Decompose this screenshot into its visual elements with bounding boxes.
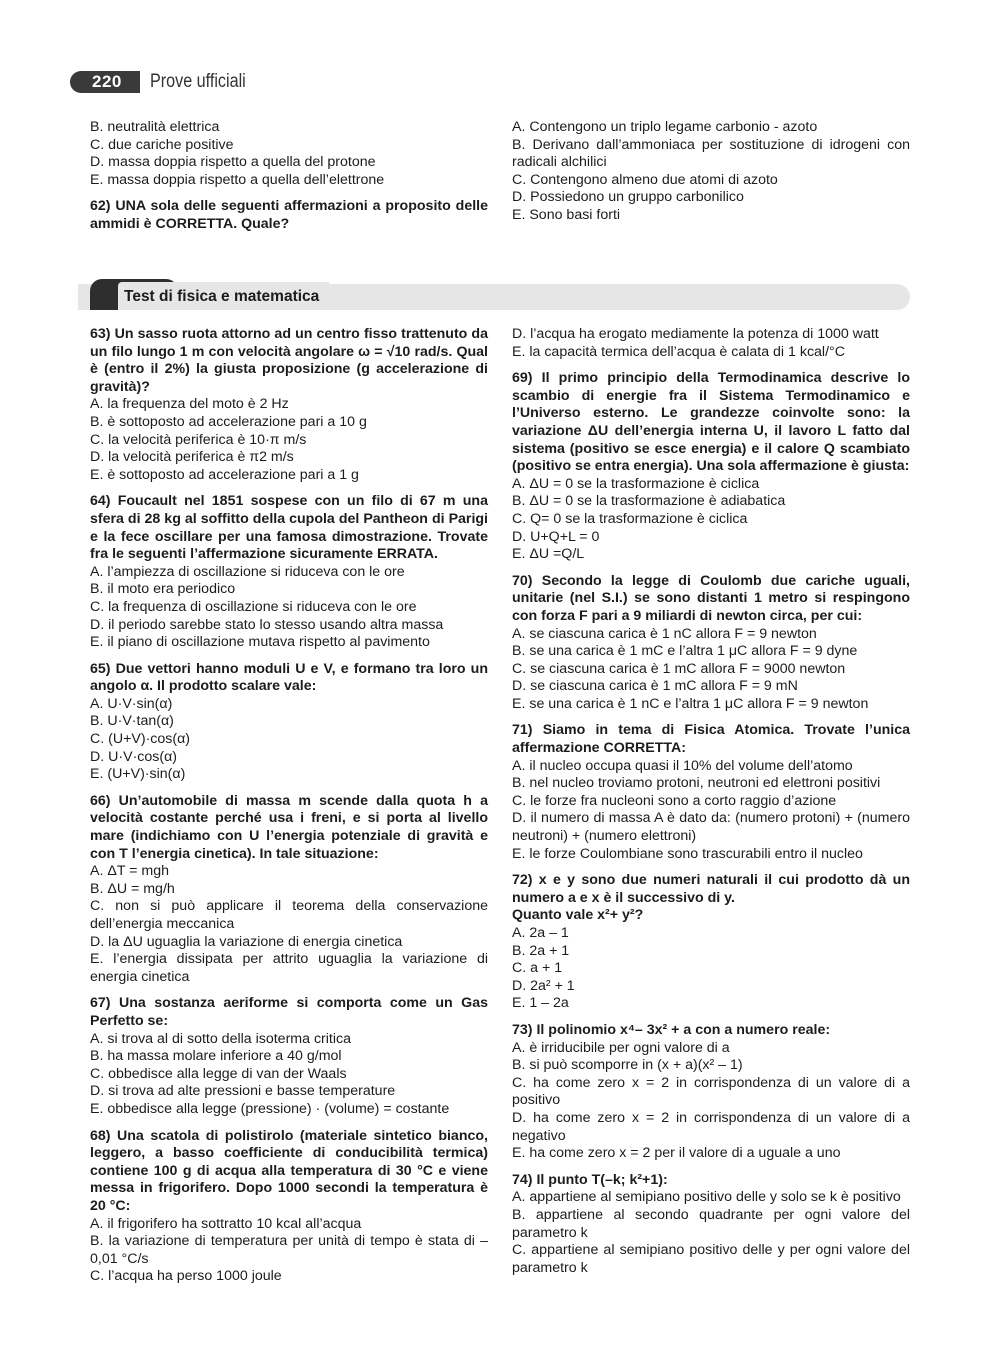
page-header (70, 70, 263, 94)
option-line: D. U·V·cos(α) (90, 748, 178, 765)
option-line: A. si trova al di sotto della isoterma critica (90, 1030, 351, 1047)
option-line: E. l’energia dissipata per attrito uguaglia la variazione di energia cinetica (90, 951, 488, 985)
question-69: 69) Il primo principio della Termodinamica descrive lo scambio di energie fra il Sistema Termodinamico e l’Universo esterno. Le grandezze coinvolte sono: la variazione ΔU dell’energia interna U, il lavoro L fatto dal sistema (positivo se esce energia) e il calore Q scambiato (positivo se entra energia). Una sola affermazione è giusta: (512, 370, 910, 475)
option-line: E. se una carica è 1 nC e l’altra 1 μC allora F = 9 newton (512, 695, 869, 712)
option-line: E. Sono basi forti (512, 206, 621, 223)
option-line: B. U·V·tan(α) (90, 713, 174, 730)
option-line: A. appartiene al semipiano positivo delle y solo se k è positivo (512, 1189, 901, 1206)
option-line: A. ΔU = 0 se la trasformazione è ciclica (512, 475, 760, 492)
option-line: D. la ΔU uguaglia la variazione di energia cinetica (90, 933, 403, 950)
option-line: A. ΔT = mgh (90, 863, 170, 880)
option-line: A. l’ampiezza di oscillazione si riduceva con le ore (90, 563, 405, 580)
option-line: D. il numero di massa A è dato da: (numero protoni) + (numero neutroni) + (numero elettroni) (512, 810, 910, 845)
question-73: 73) Il polinomio x⁴– 3x² + a con a numero reale: (512, 1021, 831, 1038)
option-line: E. la capacità termica dell’acqua è calata di 1 kcal/°C (512, 343, 845, 360)
option-line: D. massa doppia rispetto a quella del protone (90, 154, 376, 171)
option-line: C. Q= 0 se la trasformazione è ciclica (512, 510, 748, 527)
running-title: Prove ufficiali (149, 71, 246, 92)
question-66: 66) Un’automobile di massa m scende dalla quota h a velocità costante perché usa i freni, e si porta al livello mare (indichiamo con U l’energia potenziale di gravità e con T l’energia cinetica). In tale situazione: (90, 792, 488, 862)
main-left-column (90, 326, 488, 1286)
option-line: B. il moto era periodico (90, 581, 236, 598)
option-line: B. la variazione di temperatura per unità di tempo è stata di –0,01 °C/s (90, 1233, 488, 1267)
main-right-column (512, 326, 910, 1277)
option-line: C. l’acqua ha perso 1000 joule (90, 1268, 282, 1285)
option-line: B. è sottoposto ad accelerazione pari a 10 g (90, 413, 367, 430)
option-line: B. se una carica è 1 mC e l’altra 1 μC allora F = 9 dyne (512, 643, 858, 660)
option-line: E. ΔU =Q/L (512, 546, 585, 563)
option-line: D. ha come zero x = 2 in corrispondenza di un valore di a negativo (512, 1109, 910, 1144)
option-line: E. ha come zero x = 2 per il valore di a uguale a uno (512, 1145, 841, 1162)
option-line: C. la velocità periferica è 10·π m/s (90, 431, 307, 448)
question-72-sub: Quanto vale x²+ y²? (512, 907, 644, 924)
option-line: A. la frequenza del moto è 2 Hz (90, 396, 289, 413)
option-line: A. se ciascuna carica è 1 nC allora F = 9 newton (512, 625, 817, 642)
option-line: D. Possiedono un gruppo carbonilico (512, 189, 744, 206)
question-70: 70) Secondo la legge di Coulomb due cariche uguali, unitarie (nel S.I.) se sono distanti 1 metro si respingono con forza F pari a 9 miliardi di newton circa, per cui: (512, 572, 910, 624)
option-line: E. il piano di oscillazione mutava rispetto al pavimento (90, 634, 430, 651)
option-line: D. la velocità periferica è π2 m/s (90, 449, 294, 466)
option-line: C. appartiene al semipiano positivo delle y per ogni valore del parametro k (512, 1242, 910, 1276)
option-line: D. si trova ad alte pressioni e basse temperature (90, 1083, 396, 1100)
option-line: A. U·V·sin(α) (90, 695, 173, 712)
option-line: B. appartiene al secondo quadrante per ogni valore del parametro k (512, 1206, 910, 1241)
option-line: D. l’acqua ha erogato mediamente la potenza di 1000 watt (512, 326, 879, 342)
option-line: B. ha massa molare inferiore a 40 g/mol (90, 1048, 342, 1065)
option-line: C. ha come zero x = 2 in corrispondenza di un valore di a positivo (512, 1074, 910, 1109)
option-line: A. è irriducibile per ogni valore di a (512, 1039, 730, 1056)
option-line: B. Derivano dall’ammoniaca per sostituzione di idrogeni con radicali alchilici (512, 136, 910, 171)
option-line: C. due cariche positive (90, 136, 234, 153)
option-line: A. il nucleo occupa quasi il 10% del volume dell’atomo (512, 757, 853, 774)
top-left-column (90, 119, 488, 234)
page-number: 220 (70, 71, 140, 93)
option-line: D. il periodo sarebbe stato lo stesso usando altra massa (90, 616, 444, 633)
option-line: C. Contengono almeno due atomi di azoto (512, 171, 778, 188)
option-line: B. neutralità elettrica (90, 119, 220, 135)
option-line: C. le forze fra nucleoni sono a corto raggio d’azione (512, 792, 837, 809)
option-line: C. se ciascuna carica è 1 mC allora F = 9000 newton (512, 660, 846, 677)
option-line: C. obbedisce alla legge di van der Waals (90, 1065, 347, 1082)
question-64: 64) Foucault nel 1851 sospese con un filo di 67 m una sfera di 28 kg al soffitto della cupola del Pantheon di Parigi e la fece oscillare per una famosa dimostrazione. Trovate fra le seguenti l’affermazione sicuramente ERRATA. (90, 493, 488, 563)
option-line: E. (U+V)·sin(α) (90, 766, 186, 783)
question-72: 72) x e y sono due numeri naturali il cui prodotto dà un numero a e x è il successivo di y. (512, 872, 910, 906)
question-62: 62) UNA sola delle seguenti affermazioni a proposito delle ammidi è CORRETTA. Quale? (90, 198, 488, 232)
option-line: B. si può scomporre in (x + a)(x² – 1) (512, 1057, 743, 1074)
question-68: 68) Una scatola di polistirolo (materiale sintetico bianco, leggero, a basso coefficiente di conducibilità termica) contiene 100 g di acqua alla temperatura di 30 °C e viene messa in frigorifero. Dopo 1000 secondi la temperatura è 20 °C: (90, 1127, 488, 1214)
option-line: C. non si può applicare il teorema della conservazione dell’energia meccanica (90, 898, 488, 932)
option-line: C. (U+V)·cos(α) (90, 731, 191, 748)
option-line: E. è sottoposto ad accelerazione pari a 1 g (90, 466, 359, 483)
option-line: C. a + 1 (512, 960, 563, 977)
top-right-column (512, 119, 910, 225)
option-line: A. 2a – 1 (512, 925, 569, 941)
option-line: D. 2a² + 1 (512, 977, 575, 994)
question-71: 71) Siamo in tema di Fisica Atomica. Trovate l’unica affermazione CORRETTA: (512, 722, 910, 757)
question-74: 74) Il punto T(–k; k²+1): (512, 1171, 668, 1188)
question-67: 67) Una sostanza aeriforme si comporta come un Gas Perfetto se: (90, 995, 488, 1029)
option-line: E. obbedisce alla legge (pressione) · (volume) = costante (90, 1100, 450, 1117)
option-line: B. ΔU = 0 se la trasformazione è adiabatica (512, 493, 786, 510)
option-line: A. il frigorifero ha sottratto 10 kcal all’acqua (90, 1215, 362, 1232)
option-line: D. se ciascuna carica è 1 mC allora F = 9 mN (512, 678, 798, 695)
option-line: C. la frequenza di oscillazione si riduceva con le ore (90, 598, 417, 615)
option-line: B. 2a + 1 (512, 942, 570, 959)
option-line: E. 1 – 2a (512, 995, 569, 1012)
option-line: D. U+Q+L = 0 (512, 528, 600, 545)
option-line: B. nel nucleo troviamo protoni, neutroni ed elettroni positivi (512, 775, 881, 792)
option-line: A. Contengono un triplo legame carbonio - azoto (512, 119, 818, 135)
section-banner-title: Test di fisica e matematica (118, 282, 329, 310)
option-line: B. ΔU = mg/h (90, 880, 175, 897)
option-line: E. le forze Coulombiane sono trascurabili entro il nucleo (512, 845, 863, 862)
option-line: E. massa doppia rispetto a quella dell’elettrone (90, 171, 385, 188)
question-63: 63) Un sasso ruota attorno ad un centro fisso trattenuto da un filo lungo 1 m con velocità angolare ω = √10 rad/s. Qual è (entro il 2%) la giusta proposizione (g accelerazione di gravità)? (90, 326, 488, 395)
question-65: 65) Due vettori hanno moduli U e V, e formano tra loro un angolo α. Il prodotto scalare vale: (90, 660, 488, 695)
